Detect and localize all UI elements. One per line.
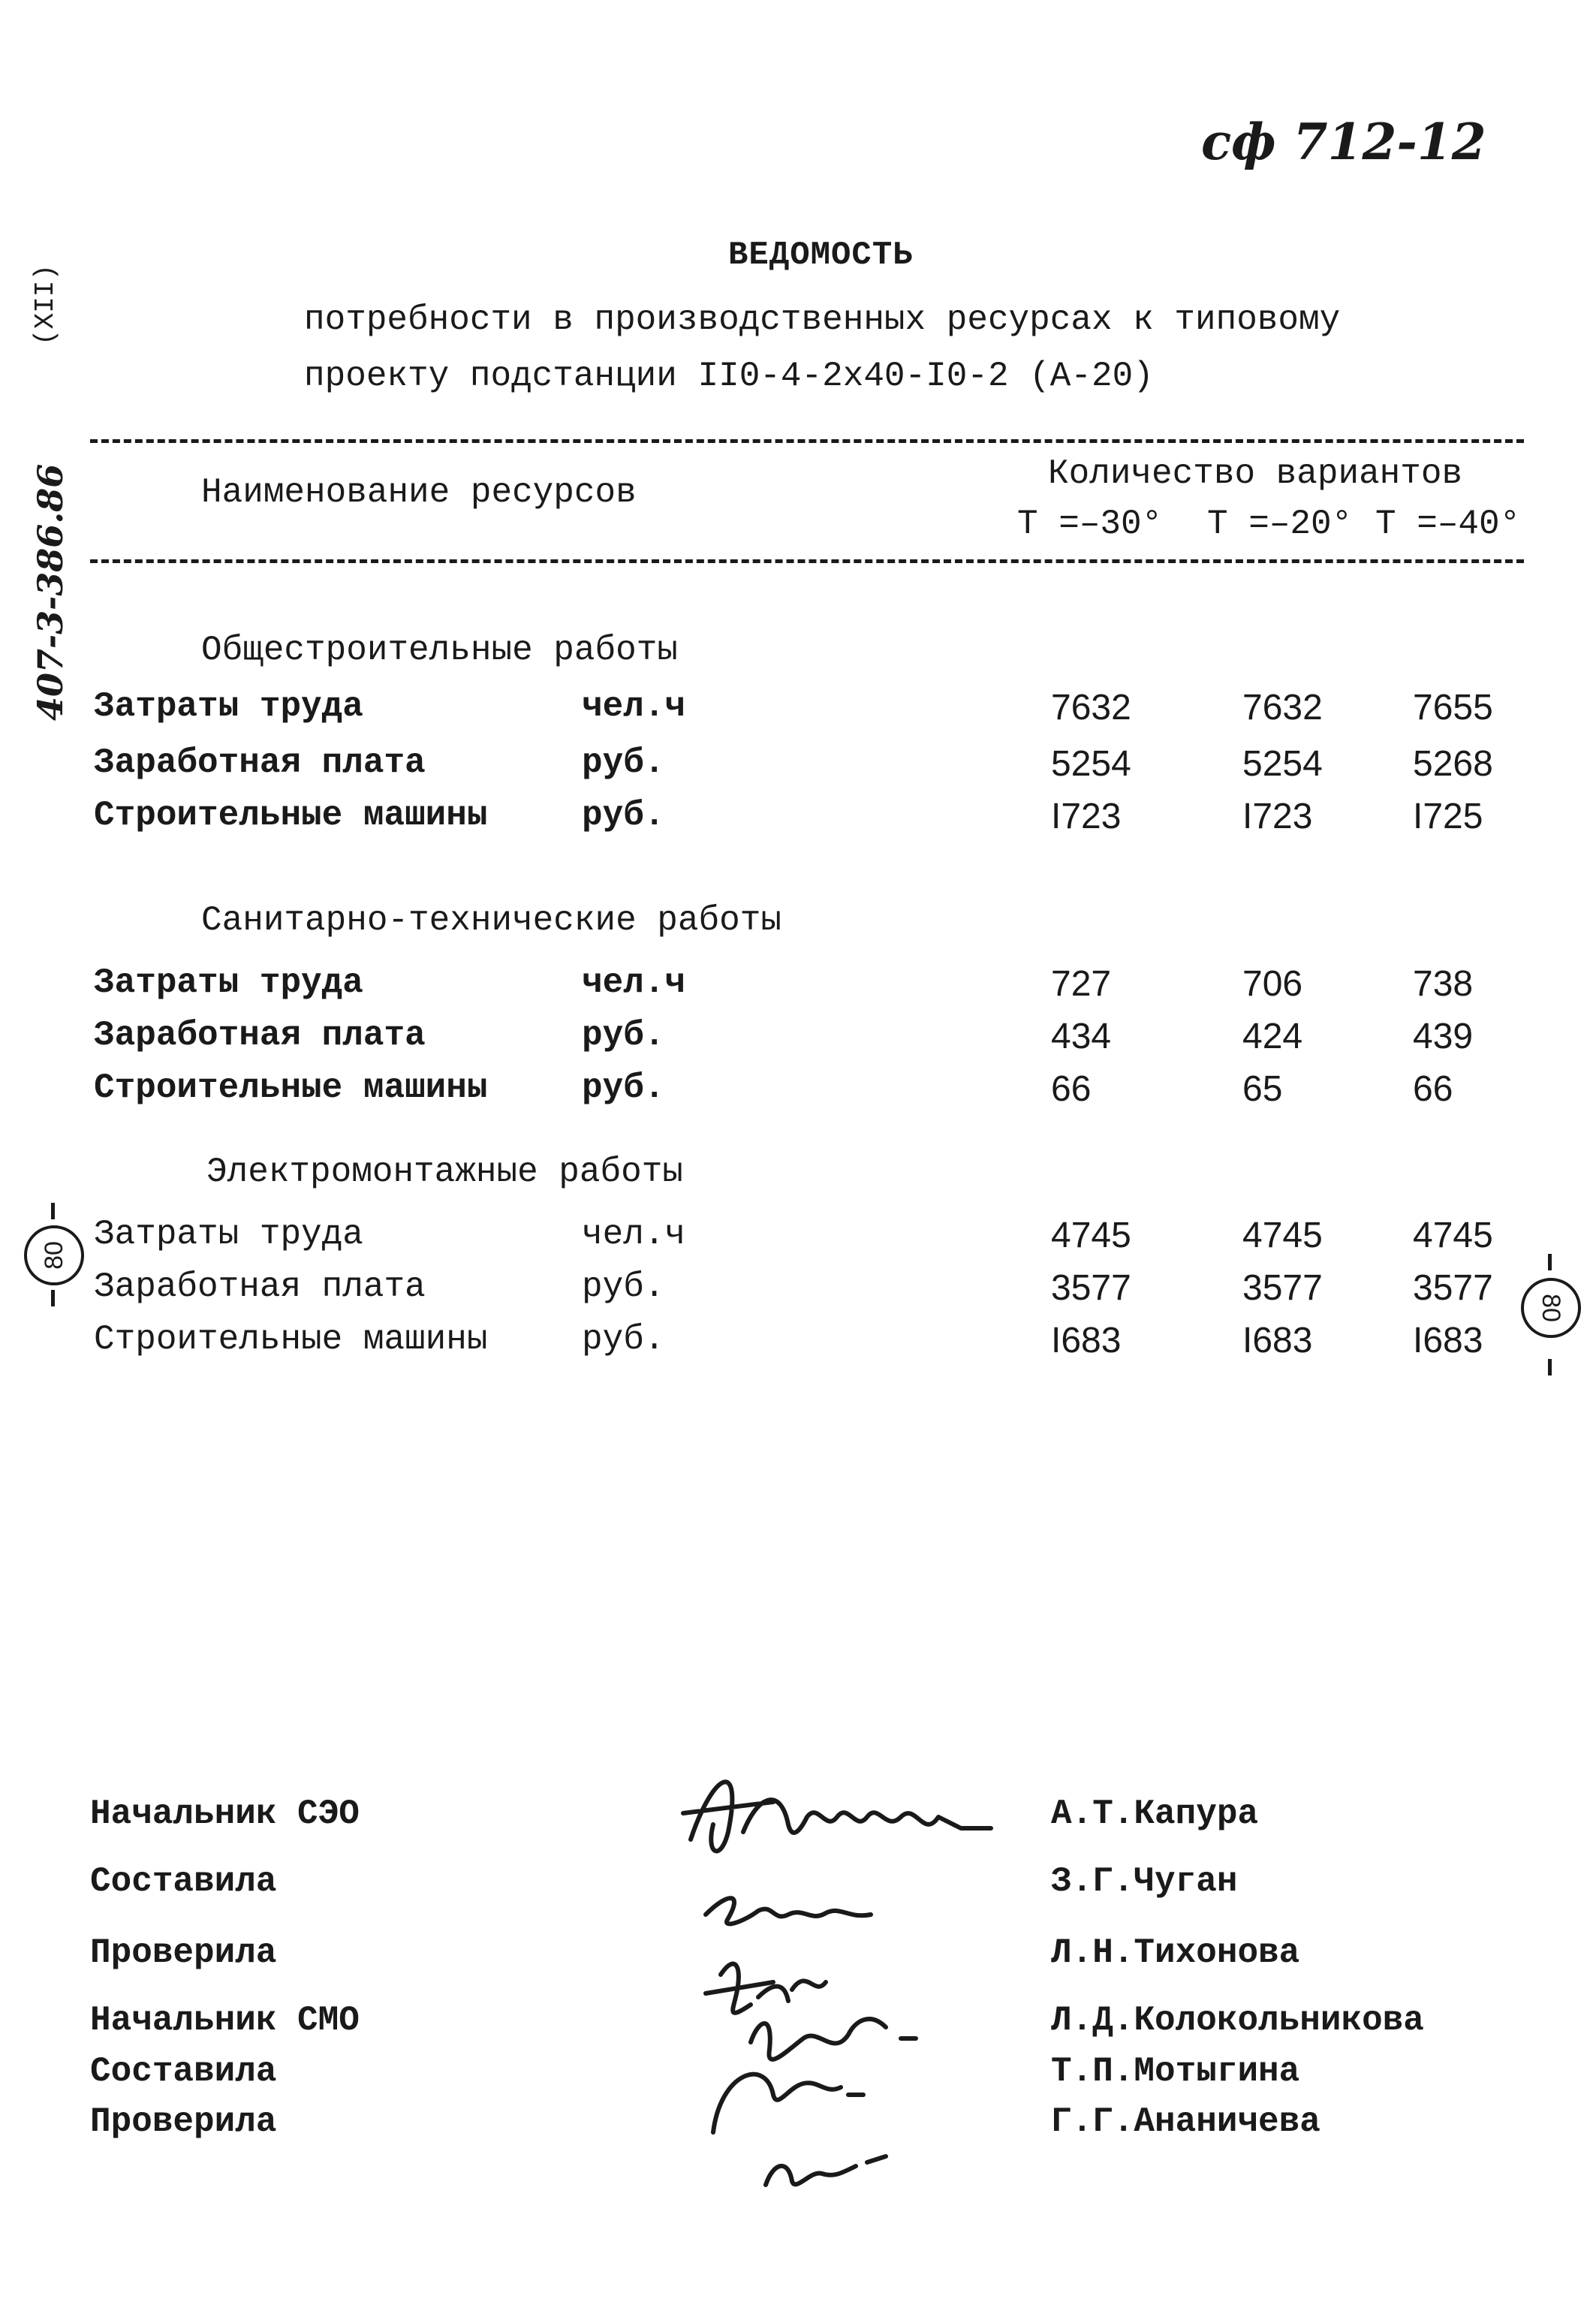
signature-role: Составила [90,1862,277,1901]
row-value: I723 [1242,797,1313,836]
signature-name: Г.Г.Ананичева [1051,2102,1320,2141]
row-value: I725 [1413,797,1483,836]
signature-role: Начальник СМО [90,2001,360,2040]
variant-header-1: Т =–30° [1017,505,1163,544]
document-title: ВЕДОМОСТЬ [728,237,914,274]
signature-scribble [713,2074,863,2132]
signature-role: Проверила [90,1933,277,1972]
row-value: 434 [1051,1017,1112,1056]
row-value: 3577 [1413,1268,1493,1308]
signature-role: Составила [90,2052,277,2091]
stamp-tick [1548,1359,1552,1375]
row-value: 4745 [1413,1216,1493,1255]
row-value: 3577 [1051,1268,1131,1308]
row-value: I683 [1242,1321,1313,1360]
document-code: сф 712-12 [1201,113,1486,171]
signature-scribble [766,2156,886,2185]
margin-project-code: 407-3-386.86 [30,463,71,721]
row-value: 424 [1242,1017,1303,1056]
row-name: Строительные машины [94,1068,488,1107]
row-value: 706 [1242,964,1303,1004]
table-header-rule [90,559,1524,563]
page-number-stamp-right [1521,1278,1581,1338]
row-value: 727 [1051,964,1112,1004]
row-name: Затраты труда [94,687,363,726]
row-name: Заработная плата [94,743,426,782]
row-value: I723 [1051,797,1122,836]
signature-name: Л.Д.Колокольникова [1051,2001,1424,2040]
signature-role: Проверила [90,2102,277,2141]
signature-scribble [683,1782,991,1851]
signature-name: А.Т.Капура [1051,1794,1259,1833]
table-top-rule [90,439,1524,443]
row-unit: чел.ч [582,1215,686,1254]
stamp-tick [1548,1254,1552,1270]
stamp-tick [51,1203,55,1219]
row-value: I683 [1051,1321,1122,1360]
row-name: Заработная плата [94,1016,426,1055]
row-value: 65 [1242,1069,1283,1109]
row-value: 4745 [1051,1216,1131,1255]
signature-scribble [706,1898,871,1924]
signature-name: Т.П.Мотыгина [1051,2052,1300,2091]
signature-role: Начальник СЭО [90,1794,360,1833]
signature-name: Л.Н.Тихонова [1051,1933,1300,1972]
row-unit: руб. [582,743,665,782]
signature-name: З.Г.Чуган [1051,1862,1238,1901]
section-title: Электромонтажные работы [206,1152,683,1192]
row-name: Затраты труда [94,1215,363,1254]
variant-header-3: Т =–40° [1375,505,1521,544]
row-unit: чел.ч [582,963,686,1002]
column-header-quantity: Количество вариантов [1048,454,1463,493]
row-unit: руб. [582,1320,665,1359]
row-value: 3577 [1242,1268,1323,1308]
row-unit: руб. [582,1068,665,1107]
row-value: 4745 [1242,1216,1323,1255]
row-value: I683 [1413,1321,1483,1360]
row-value: 66 [1051,1069,1092,1109]
margin-roman-note: (XII) [30,264,61,345]
signature-scribble [706,1964,826,2013]
variant-header-2: Т =–20° [1207,505,1353,544]
row-name: Строительные машины [94,796,488,835]
row-value: 439 [1413,1017,1474,1056]
row-value: 738 [1413,964,1474,1004]
row-name: Заработная плата [94,1267,426,1306]
document-subtitle-line-1: потребности в производственных ресурсах к типовому [304,300,1341,339]
row-unit: чел.ч [582,687,686,726]
column-header-name: Наименование ресурсов [201,473,637,512]
row-unit: руб. [582,796,665,835]
row-value: 66 [1413,1069,1453,1109]
row-value: 7632 [1242,688,1323,728]
row-value: 5254 [1242,744,1323,784]
row-value: 5268 [1413,744,1493,784]
row-name: Затраты труда [94,963,363,1002]
row-unit: руб. [582,1267,665,1306]
row-name: Строительные машины [94,1320,488,1359]
row-value: 5254 [1051,744,1131,784]
page-number-stamp-left [24,1225,84,1285]
stamp-tick [51,1290,55,1306]
handwritten-signatures [661,1742,1051,2207]
page-number: 80 [1537,1294,1566,1322]
document-subtitle-line-2: проекту подстанции II0-4-2x40-I0-2 (А-20) [304,357,1154,396]
row-value: 7655 [1413,688,1493,728]
row-value: 7632 [1051,688,1131,728]
row-unit: руб. [582,1016,665,1055]
page-number: 80 [39,1241,68,1270]
section-title: Общестроительные работы [201,631,678,670]
section-title: Санитарно-технические работы [201,901,781,940]
signature-scribble [751,2019,916,2059]
